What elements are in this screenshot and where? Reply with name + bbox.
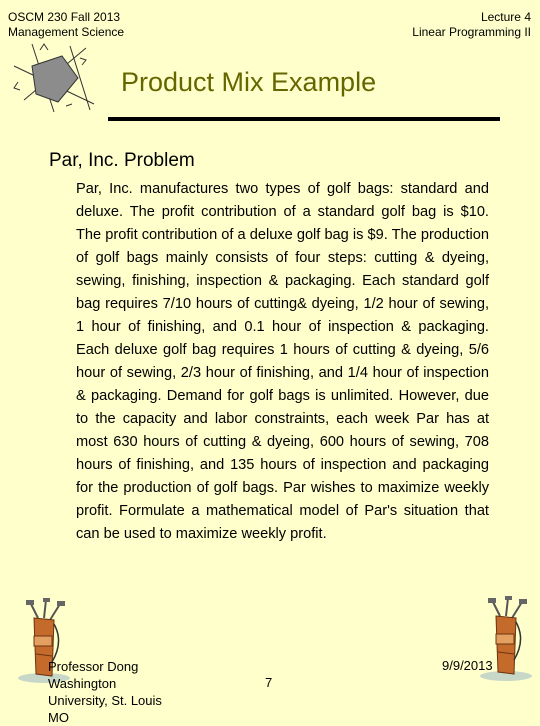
header-left bbox=[8, 10, 124, 40]
page-number: 7 bbox=[265, 675, 273, 690]
problem-statement: Par, Inc. manufactures two types of golf bags: standard and deluxe. The profit contribution of a standard golf bag is $10. The profit contribution of a deluxe golf bag is $9. The production of golf bags mainly consists of four steps: cutting & dyeing, sewing, finishing, inspection & packaging. Each standard golf bag requires 7/10 hours of cutting& dyeing, 1/2 hour of sewing, 1 hour of finishing, and 0.1 hour of inspection & packaging. Each deluxe golf bag requires 1 hours of cutting & dyeing, 5/6 hour of sewing, 2/3 hour of finishing, and 1/4 hour of inspection & packaging. Demand for golf bags is unlimited. However, due to the capacity and labor constraints, each week Par has at most 630 hours of cutting & dyeing, 600 hours of sewing, 708 hours of finishing, and 135 hours of inspection and packaging for the production of golf bags. Par wishes to maximize weekly profit. Formulate a mathematical model of Par's situation that can be used to maximize weekly profit. bbox=[76, 181, 489, 542]
lecture-number: Lecture 4 bbox=[480, 10, 531, 24]
title-underline bbox=[108, 117, 500, 121]
footer-author: Professor Dong Washington University, St. Louis MO bbox=[48, 659, 162, 725]
feasible-region-logo bbox=[10, 42, 98, 114]
header-right bbox=[412, 10, 531, 40]
course-subject: Management Science bbox=[8, 25, 125, 39]
footer-date: 9/9/2013 bbox=[442, 658, 493, 673]
course-code: OSCM 230 Fall 2013 bbox=[8, 10, 121, 24]
lecture-topic: Linear Programming II bbox=[412, 25, 531, 39]
slide-subheading: Par, Inc. Problem bbox=[49, 150, 195, 171]
slide-title: Product Mix Example bbox=[121, 67, 377, 97]
